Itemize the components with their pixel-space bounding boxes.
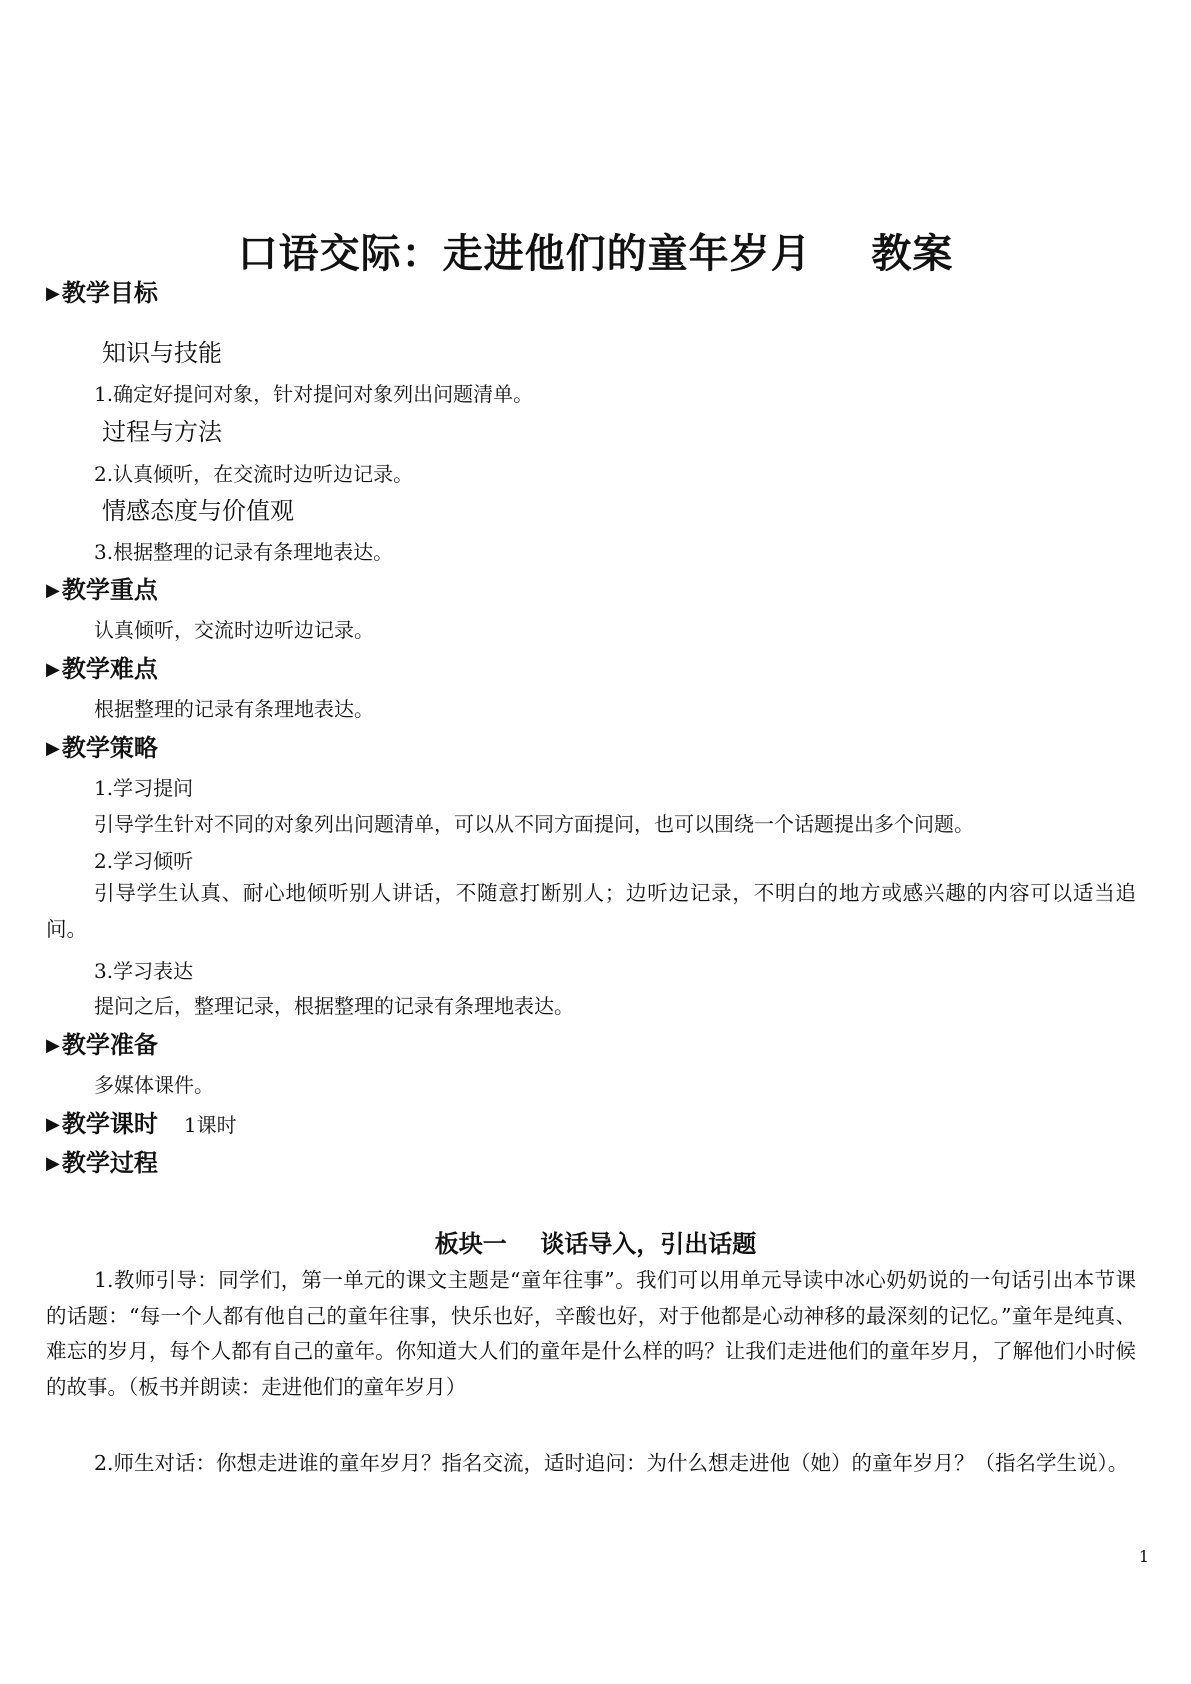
triangle-bullet-icon: ▶	[46, 738, 60, 759]
heading-strategies-label: 教学策略	[61, 734, 158, 762]
heading-key-points-label: 教学重点	[61, 576, 158, 604]
objective-item-1: 1.确定好提问对象，针对提问对象列出问题清单。	[94, 382, 534, 406]
strategy-item-3-text: 提问之后，整理记录，根据整理的记录有条理地表达。	[94, 994, 574, 1018]
heading-strategies	[46, 728, 158, 763]
heading-key-points	[46, 570, 158, 605]
heading-objectives-label: 教学目标	[61, 279, 158, 307]
heading-difficulties	[46, 649, 158, 684]
triangle-bullet-icon: ▶	[46, 1114, 60, 1135]
strategy-item-2-text: 引导学生认真、耐心地倾听别人讲话，不随意打断别人；边听边记录，不明白的地方或感兴趣的内容可以适当追问。	[46, 881, 1136, 941]
objective-knowledge-label: 知识与技能	[102, 339, 222, 367]
objective-emotion-label: 情感态度与价值观	[102, 497, 294, 525]
preparation-text: 多媒体课件。	[94, 1073, 214, 1097]
strategy-item-3-title: 3.学习表达	[94, 959, 194, 983]
objective-item-2: 2.认真倾听，在交流时边听边记录。	[94, 462, 414, 486]
strategy-item-1-text: 引导学生针对不同的对象列出问题清单，可以从不同方面提问，也可以围绕一个话题提出多个问题。	[94, 812, 974, 836]
triangle-bullet-icon: ▶	[46, 1035, 60, 1056]
heading-preparation	[46, 1025, 158, 1060]
objective-item-3: 3.根据整理的记录有条理地表达。	[94, 540, 394, 564]
objective-process-label: 过程与方法	[102, 418, 222, 446]
heading-hours-label: 教学课时	[61, 1110, 158, 1138]
process-paragraph-1: 1.教师引导：同学们，第一单元的课文主题是“童年往事”。我们可以用单元导读中冰心奶奶说的一句话引出本节课的话题：“每一个人都有他自己的童年往事，快乐也好，辛酸也好，对于他都是心动神移的最深刻的记忆。”童年是纯真、难忘的岁月，每个人都有自己的童年。你知道大人们的童年是什么样的吗？让我们走进他们的童年岁月，了解他们小时候的故事。（板书并朗读：走进他们的童年岁月）	[46, 1268, 1136, 1399]
heading-objectives	[46, 273, 158, 308]
heading-difficulties-label: 教学难点	[61, 655, 158, 683]
heading-process-label: 教学过程	[61, 1149, 158, 1177]
process-paragraph-2: 2.师生对话：你想走进谁的童年岁月？指名交流，适时追问：为什么想走进他（她）的童年岁月？（指名学生说）。	[94, 1451, 1129, 1475]
key-points-text: 认真倾听，交流时边听边记录。	[94, 618, 374, 642]
triangle-bullet-icon: ▶	[46, 659, 60, 680]
page-number: 1	[1138, 1547, 1149, 1566]
heading-process	[46, 1143, 158, 1178]
triangle-bullet-icon: ▶	[46, 1153, 60, 1174]
triangle-bullet-icon: ▶	[46, 283, 60, 304]
document-title: 口语交际：走进他们的童年岁月 教案	[237, 231, 954, 277]
strategy-item-2-title: 2.学习倾听	[94, 849, 194, 873]
strategy-item-1-title: 1.学习提问	[94, 776, 194, 800]
hours-value: 1课时	[183, 1113, 237, 1137]
difficulties-text: 根据整理的记录有条理地表达。	[94, 697, 374, 721]
heading-preparation-label: 教学准备	[61, 1031, 158, 1059]
heading-hours	[46, 1104, 237, 1139]
section-title-1: 板块一 谈话导入，引出话题	[434, 1230, 757, 1258]
triangle-bullet-icon: ▶	[46, 580, 60, 601]
